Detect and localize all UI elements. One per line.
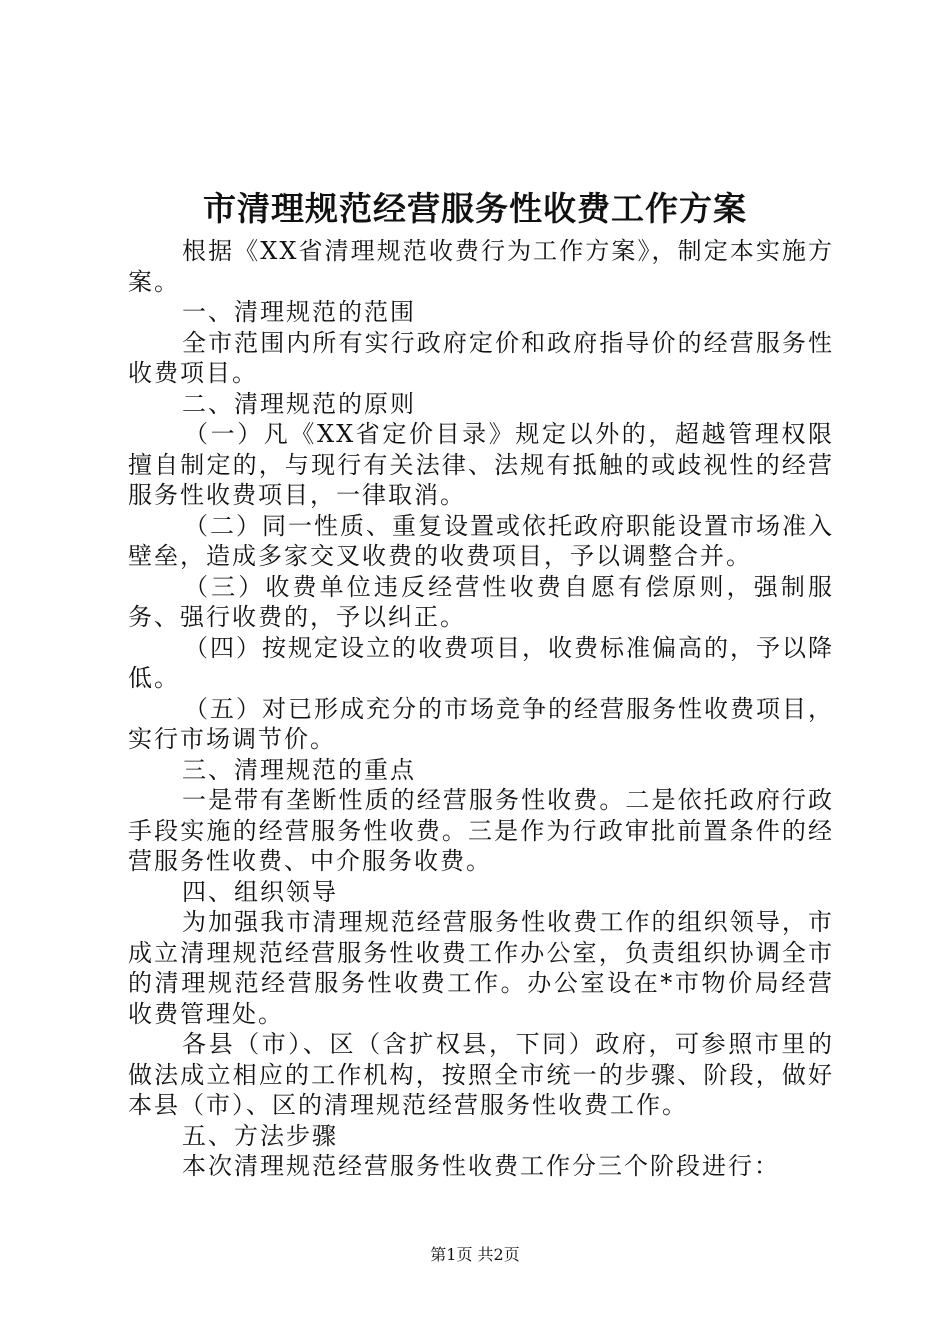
principle-item-3: （三）收费单位违反经营性收费自愿有偿原则，强制服务、强行收费的，予以纠正。: [128, 572, 834, 631]
document-body: [128, 236, 834, 1182]
section-heading-principles: 二、清理规范的原则: [182, 389, 416, 418]
paragraph-organization-1: 为加强我市清理规范经营服务性收费工作的组织领导，市成立清理规范经营服务性收费工作办公室，负责组织协调全市的清理规范经营服务性收费工作。办公室设在*市物价局经营收费管理处。: [128, 908, 834, 1028]
paragraph-scope: 全市范围内所有实行政府定价和政府指导价的经营服务性收费项目。: [128, 328, 834, 387]
principle-item-1: （一）凡《XX省定价目录》规定以外的，超越管理权限擅自制定的，与现行有关法律、法规有抵触的或歧视性的经营服务性收费项目，一律取消。: [128, 420, 834, 509]
section-heading-scope: 一、清理规范的范围: [182, 298, 416, 326]
paragraph-intro: 根据《XX省清理规范收费行为工作方案》，制定本实施方案。: [128, 237, 834, 296]
page-footer: 第1页 共2页: [430, 1245, 520, 1264]
principle-item-2: （二）同一性质、重复设置或依托政府职能设置市场准入壁垒，造成多家交叉收费的收费项目，予以调整合并。: [128, 511, 834, 570]
paragraph-organization-2: 各县（市）、区（含扩权县，下同）政府，可参照市里的做法成立相应的工作机构，按照全市统一的步骤、阶段，做好本县（市）、区的清理规范经营服务性收费工作。: [128, 1030, 834, 1119]
section-heading-steps: 五、方法步骤: [182, 1121, 338, 1150]
section-heading-organization: 四、组织领导: [182, 877, 338, 906]
principle-item-5: （五）对已形成充分的市场竞争的经营服务性收费项目，实行市场调节价。: [128, 694, 834, 753]
paragraph-focus: 一是带有垄断性质的经营服务性收费。二是依托政府行政手段实施的经营服务性收费。三是作为行政审批前置条件的经营服务性收费、中介服务收费。: [128, 786, 834, 875]
section-heading-focus: 三、清理规范的重点: [182, 755, 416, 784]
paragraph-steps: 本次清理规范经营服务性收费工作分三个阶段进行：: [182, 1152, 780, 1180]
principle-item-4: （四）按规定设立的收费项目，收费标准偏高的，予以降低。: [128, 633, 834, 692]
document-title: 市清理规范经营服务性收费工作方案: [203, 189, 747, 228]
